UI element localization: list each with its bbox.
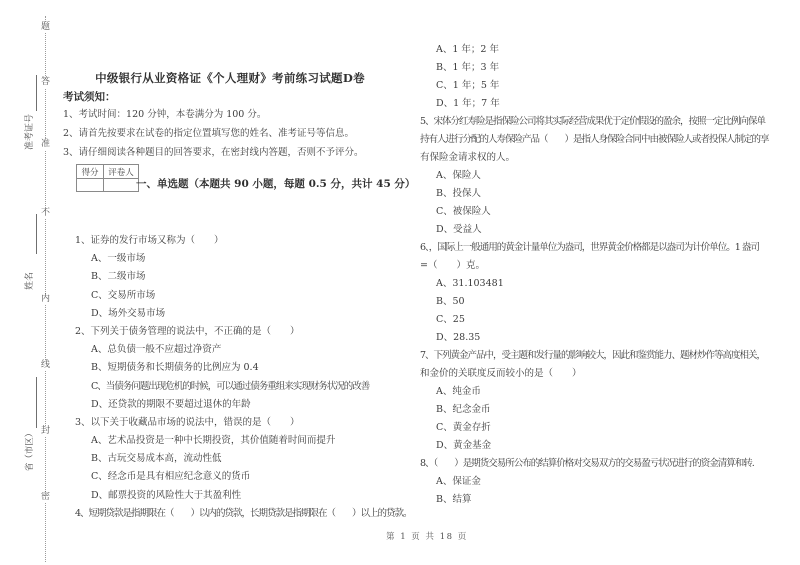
field-label-name: 姓名 xyxy=(25,272,35,291)
option-line: D、受益人 xyxy=(436,224,482,235)
option-line: C、25 xyxy=(436,314,465,325)
option-line: B、结算 xyxy=(436,494,472,505)
option-line: C、1 年；5 年 xyxy=(436,80,500,91)
question-line: 和金价的关联度反而较小的是（ ） xyxy=(420,368,582,379)
section-heading: 一、单选题（本题共 90 小题，每题 0.5 分，共计 45 分） xyxy=(136,178,416,190)
question-line: 6、，国际上一般通用的黄金计量单位为盎司，世界黄金价格都是以盎司为计价单位。1 盎司 xyxy=(420,242,759,253)
question-line: =（ ）克。 xyxy=(420,260,485,271)
option-line: C、当债务问题出现危机的时候，可以通过债务重组来实现财务状况的改善 xyxy=(91,380,370,392)
question-line: 7、下列黄金产品中，受主题和发行量的影响较大，因此和鉴赏能力、题材炒作等高度相关， xyxy=(420,350,766,361)
question-line: 5、宋体分红寿险是指保险公司将其实际经营成果优于定价假设的盈余，按照一定比例向保单 xyxy=(420,116,766,127)
option-line: D、场外交易市场 xyxy=(91,307,166,319)
option-line: B、投保人 xyxy=(436,188,481,199)
seal-text-char: 题 xyxy=(40,22,50,32)
field-label-province: 省（市区） xyxy=(25,428,35,472)
option-line: B、50 xyxy=(436,296,465,307)
option-line: A、31.103481 xyxy=(436,278,504,289)
notice-item: 2、请首先按要求在试卷的指定位置填写您的姓名、准考证号等信息。 xyxy=(63,128,355,139)
seal-text-char: 准 xyxy=(40,139,50,149)
option-line: C、黄金存折 xyxy=(436,422,491,433)
option-line: B、古玩交易成本高，流动性低 xyxy=(91,453,222,465)
option-line: B、短期债务和长期债务的比例应为 0.4 xyxy=(91,362,259,374)
option-line: C、交易所市场 xyxy=(91,289,156,301)
seal-text-char: 密 xyxy=(40,492,50,502)
question-line: 8、（ ）是期货交易所公布的结算价格对交易双方的交易盈亏状况进行的资金清算和转. xyxy=(420,458,754,469)
option-line: A、纯金币 xyxy=(436,386,481,397)
score-table-empty-cell xyxy=(104,179,139,192)
option-line: B、纪念金币 xyxy=(436,404,491,415)
option-line: A、保证金 xyxy=(436,476,481,487)
notice-heading: 考试须知： xyxy=(63,91,116,103)
field-label-exam-number: 准考证号 xyxy=(25,114,35,151)
notice-item: 1、考试时间：120 分钟，本卷满分为 100 分。 xyxy=(63,109,267,120)
seal-text-char: 答 xyxy=(40,77,50,87)
option-line: D、还贷款的期限不要超过退休的年龄 xyxy=(91,398,251,410)
seal-text-char: 线 xyxy=(40,360,50,370)
seal-text-char: 不 xyxy=(40,208,50,218)
option-line: A、一级市场 xyxy=(91,253,146,265)
option-line: A、1 年；2 年 xyxy=(436,44,499,55)
score-table-header-grader: 评卷人 xyxy=(104,165,139,179)
question-line: 4、短期贷款是指期限在（ ）以内的贷款，长期贷款是指期限在（ ）以上的贷款。 xyxy=(75,507,412,519)
notice-item: 3、请仔细阅读各种题目的回答要求，在密封线内答题，否则不予评分。 xyxy=(63,147,364,158)
option-line: D、邮票投资的风险性大于其盈利性 xyxy=(91,489,242,501)
score-table xyxy=(76,164,139,192)
page-footer: 第 1 页 共 18 页 xyxy=(386,532,468,542)
option-line: B、1 年；3 年 xyxy=(436,62,500,73)
question-line: 持有人进行分配的人寿保险产品（ ）是指人身保险合同中由被保险人或者投保人制定的享 xyxy=(420,134,769,145)
option-line: D、1 年；7 年 xyxy=(436,98,500,109)
question-column-left xyxy=(75,232,415,523)
option-line: C、被保险人 xyxy=(436,206,491,217)
seal-dotted-line xyxy=(45,16,46,562)
question-column-right xyxy=(420,41,775,509)
question-line: 3、以下关于收藏品市场的说法中，错误的是（ ） xyxy=(75,416,300,428)
option-line: A、保险人 xyxy=(436,170,481,181)
writing-line xyxy=(36,214,37,254)
option-line: C、经念币是具有相应纪念意义的货币 xyxy=(91,471,251,483)
question-line: 2、下列关于债务管理的说法中，不正确的是（ ） xyxy=(75,325,300,337)
score-table-empty-cell xyxy=(77,179,104,192)
option-line: B、二级市场 xyxy=(91,271,146,283)
option-line: D、28.35 xyxy=(436,332,481,343)
option-line: D、黄金基金 xyxy=(436,440,492,451)
option-line: A、总负债一般不应超过净资产 xyxy=(91,344,222,356)
seal-text-char: 封 xyxy=(40,426,50,436)
question-line: 有保险金请求权的人。 xyxy=(420,152,516,163)
seal-text-char: 内 xyxy=(40,294,50,304)
score-table-header-score: 得分 xyxy=(77,165,104,179)
question-line: 1、证券的发行市场又称为（ ） xyxy=(75,235,224,246)
option-line: A、艺术品投资是一种中长期投资，其价值随着时间而提升 xyxy=(91,435,336,447)
page-title: 中级银行从业资格证《个人理财》考前练习试题D卷 xyxy=(95,70,365,85)
